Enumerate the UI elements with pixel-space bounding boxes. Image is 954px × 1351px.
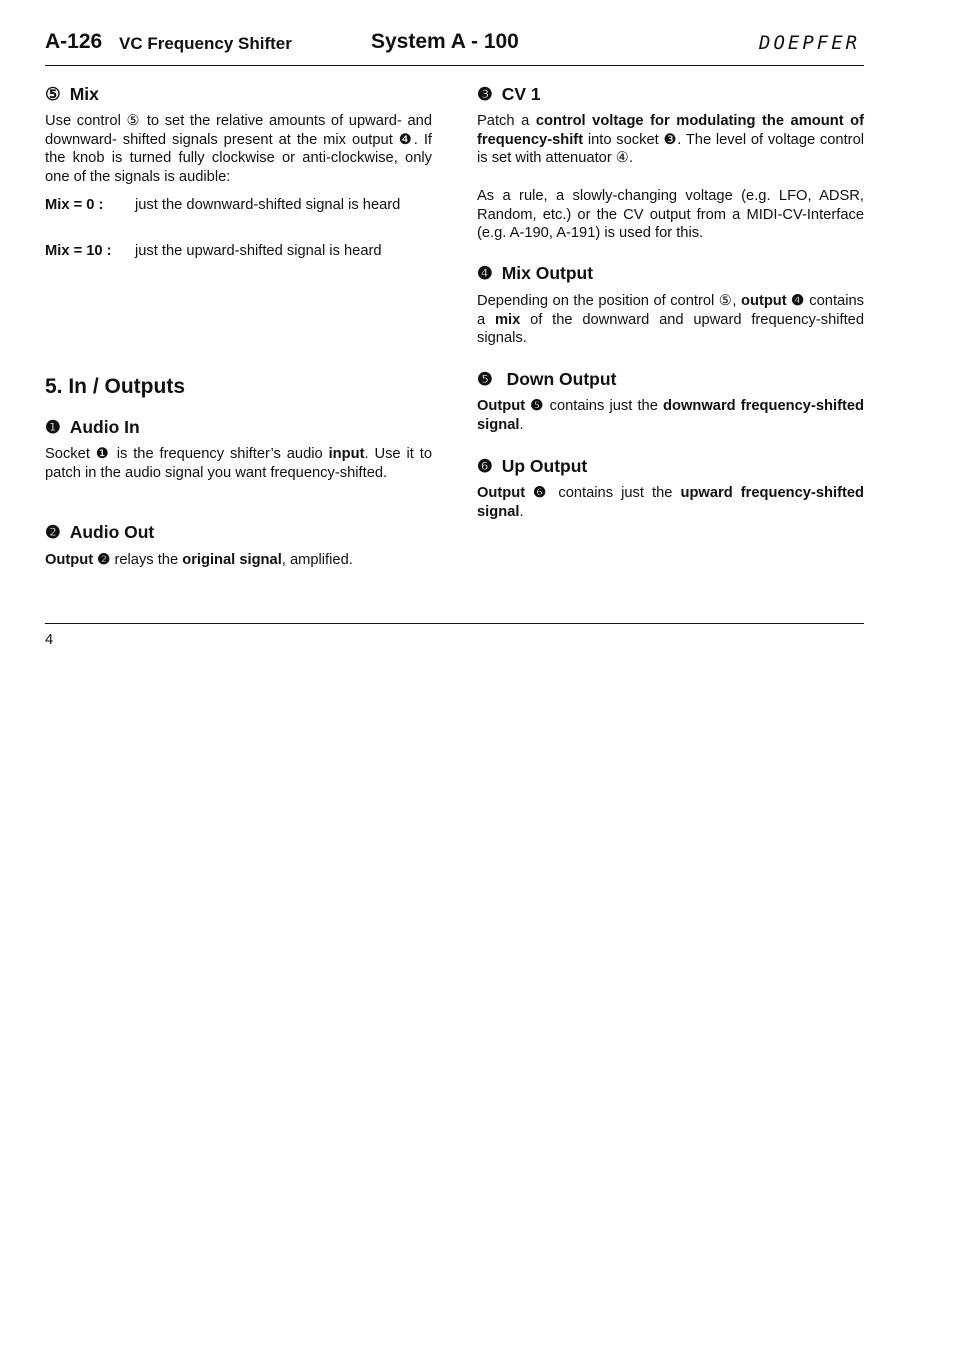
audio-in-heading <box>45 416 140 438</box>
down-output-marker: ❺ <box>477 369 493 389</box>
up-output-paragraph: Output ❻ contains just the upward frequency-shifted signal. <box>477 485 864 520</box>
audio-in-paragraph: Socket ❶ is the frequency shifter’s audio input. Use it to patch in the audio signal you want frequency-shifted. <box>45 446 432 481</box>
mix-row-key: Mix = 0 : <box>45 197 104 213</box>
audio-out-heading-text: Audio Out <box>69 522 155 542</box>
page-number: 4 <box>45 632 54 648</box>
mix-row-key: Mix = 10 : <box>45 243 112 259</box>
section-heading: 5. In / Outputs <box>45 375 185 398</box>
mix-output-marker: ❹ <box>477 263 493 283</box>
mix-heading-text: Mix <box>69 84 99 104</box>
down-output-paragraph: Output ❺ contains just the downward frequency-shifted signal. <box>477 398 864 433</box>
mix-row-1 <box>45 242 432 261</box>
mix-output-heading-text: Mix Output <box>501 263 594 283</box>
audio-in-heading-text: Audio In <box>69 417 140 437</box>
audio-out-paragraph: Output ❷ relays the original signal, amplified. <box>45 552 353 568</box>
up-output-heading-text: Up Output <box>501 456 588 476</box>
module-code: A-126 <box>45 30 103 53</box>
up-output-heading <box>477 455 587 477</box>
down-output-heading-text: Down Output <box>501 369 617 389</box>
cv1-marker: ❸ <box>477 84 493 104</box>
cv1-heading <box>477 83 541 105</box>
mix-heading <box>45 83 99 105</box>
module-title: VC Frequency Shifter <box>119 34 292 53</box>
mix-paragraph: Use control ⑤ to set the relative amounts of upward- and downward- shifted signals present at the mix output ❹. If the knob is turned fully clockwise or anti-clockwise, only one of the signals is audible: <box>45 113 432 185</box>
doepfer-logo: DOEPFER <box>759 32 861 54</box>
mix-row-desc: just the downward-shifted signal is heard <box>135 197 401 213</box>
down-output-heading <box>477 368 616 390</box>
audio-out-heading <box>45 521 154 543</box>
mix-row-desc: just the upward-shifted signal is heard <box>135 243 382 259</box>
cv1-heading-text: CV 1 <box>501 84 541 104</box>
audio-in-marker: ❶ <box>45 417 61 437</box>
audio-out-marker: ❷ <box>45 522 61 542</box>
cv1-paragraph: Patch a control voltage for modulating the amount of frequency-shift into socket ❸. The level of voltage control is set with attenuator ④. <box>477 113 865 167</box>
header-rule <box>45 65 864 66</box>
system-title: System A - 100 <box>371 30 519 53</box>
mix-marker: ⑤ <box>45 84 61 104</box>
up-output-marker: ❻ <box>477 456 493 476</box>
cv1-paragraph-2: As a rule, a slowly-changing voltage (e.g. LFO, ADSR, Random, etc.) or the CV output from a MIDI-CV-Interface (e.g. A-190, A-191) is used for this. <box>477 188 864 242</box>
mix-row-0 <box>45 196 432 215</box>
mix-output-heading <box>477 262 593 284</box>
footer-rule <box>45 623 864 624</box>
mix-output-paragraph: Depending on the position of control ⑤, output ❹ contains a mix of the downward and upward frequency-shifted signals. <box>477 293 864 347</box>
